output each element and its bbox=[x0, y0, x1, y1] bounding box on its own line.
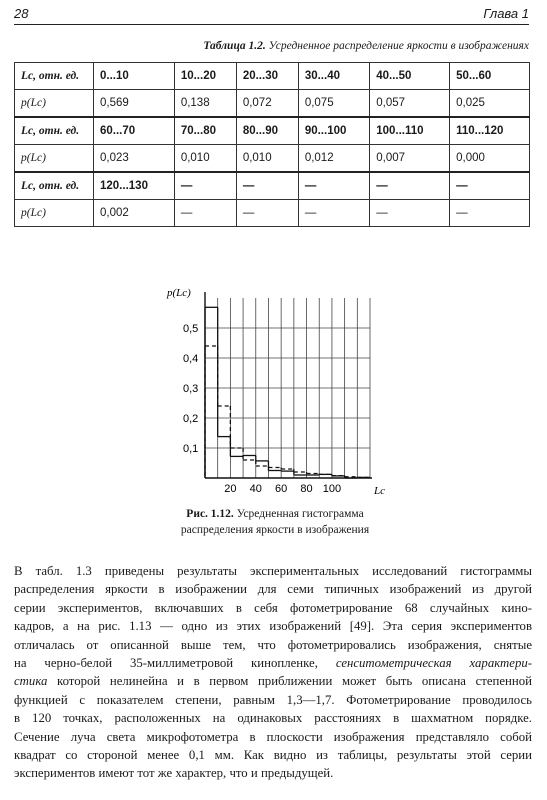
figure-caption-line1: Усредненная гистограмма bbox=[236, 508, 364, 520]
table-row-ranges bbox=[15, 172, 530, 200]
table-caption-text: Усредненное распределение яркости в изображениях bbox=[268, 40, 529, 52]
body-line: В табл. 1.3 приведены результаты экспериментальных исследований гистограммы bbox=[14, 564, 532, 578]
chapter-title: Глава 1 bbox=[483, 6, 529, 21]
range-cell: — bbox=[370, 172, 450, 200]
page-number: 28 bbox=[14, 6, 29, 21]
probability-cell: — bbox=[236, 200, 298, 227]
probability-cell: 0,072 bbox=[236, 90, 298, 118]
header-rule bbox=[14, 24, 529, 25]
y-tick-label: 0,5 bbox=[183, 323, 199, 335]
range-cell: 60...70 bbox=[94, 117, 175, 145]
probability-cell: 0,138 bbox=[174, 90, 236, 118]
x-tick-label: 40 bbox=[249, 483, 262, 495]
body-line-italic: стика bbox=[14, 674, 48, 689]
y-axis-label: p(Lс) bbox=[167, 287, 191, 299]
range-cell: 0...10 bbox=[94, 63, 175, 90]
range-cell: 30...40 bbox=[298, 63, 369, 90]
range-cell: 50...60 bbox=[450, 63, 530, 90]
figure-caption bbox=[120, 506, 430, 538]
y-tick-label: 0,3 bbox=[183, 383, 199, 395]
histogram-figure bbox=[150, 280, 390, 510]
y-tick-label: 0,2 bbox=[183, 413, 199, 425]
table-row-probabilities bbox=[15, 200, 530, 227]
range-cell: — bbox=[236, 172, 298, 200]
range-cell: 120...130 bbox=[94, 172, 175, 200]
body-line: Сечение луча света микрофотометра в плоскости изображения представляло собой bbox=[14, 729, 532, 744]
range-cell: 100...110 bbox=[370, 117, 450, 145]
probability-cell: 0,010 bbox=[174, 145, 236, 173]
probability-cell: — bbox=[298, 200, 369, 227]
body-line-part: на черно-белой 35-миллиметровой кинопленке, bbox=[14, 656, 318, 671]
table-row-ranges bbox=[15, 63, 530, 90]
probability-cell: 0,075 bbox=[298, 90, 369, 118]
probability-cell: 0,000 bbox=[450, 145, 530, 173]
row-label-probability: p(Lс) bbox=[15, 145, 94, 173]
body-line: квадрат со стороной менее 0,1 мм. Как видно из таблицы, результаты этой серии bbox=[14, 748, 532, 763]
body-line: отличалась от описанной выше тем, что фотометрировались изображения, снятые bbox=[14, 637, 532, 652]
histogram-chart bbox=[150, 280, 390, 510]
running-head bbox=[14, 6, 529, 22]
row-label-probability: p(Lс) bbox=[15, 90, 94, 118]
probability-cell: 0,010 bbox=[236, 145, 298, 173]
row-label-brightness: Lс, отн. ед. bbox=[15, 172, 94, 200]
probability-cell: 0,057 bbox=[370, 90, 450, 118]
x-tick-label: 60 bbox=[275, 483, 288, 495]
body-line: в 120 точках, расположенных на одинаковых расстояниях в шахматном порядке. bbox=[14, 711, 532, 726]
probability-cell: 0,569 bbox=[94, 90, 175, 118]
body-text bbox=[14, 562, 532, 783]
range-cell: 40...50 bbox=[370, 63, 450, 90]
x-tick-label: 80 bbox=[300, 483, 313, 495]
body-line-mixed bbox=[14, 672, 532, 690]
x-tick-label: 20 bbox=[224, 483, 237, 495]
y-tick-label: 0,4 bbox=[183, 353, 199, 365]
body-line: распределения яркости в изображении для семи типичных изображений из другой bbox=[14, 582, 532, 597]
body-line: функцией с показателем степени, равным 1,3—1,7. Фотометрирование проводилось bbox=[14, 692, 532, 707]
range-cell: 80...90 bbox=[236, 117, 298, 145]
probability-cell: 0,007 bbox=[370, 145, 450, 173]
range-cell: 110...120 bbox=[450, 117, 530, 145]
range-cell: — bbox=[298, 172, 369, 200]
range-cell: 20...30 bbox=[236, 63, 298, 90]
brightness-distribution-table bbox=[14, 62, 530, 227]
figure-label: Рис. 1.12. bbox=[186, 508, 234, 520]
table-row-ranges bbox=[15, 117, 530, 145]
table-row-probabilities bbox=[15, 145, 530, 173]
probability-cell: 0,012 bbox=[298, 145, 369, 173]
body-line-italic: сенситометрическая характери- bbox=[335, 656, 532, 671]
range-cell: 70...80 bbox=[174, 117, 236, 145]
row-label-probability: p(Lс) bbox=[15, 200, 94, 227]
table-caption bbox=[203, 40, 529, 52]
y-tick-label: 0,1 bbox=[183, 443, 199, 455]
probability-cell: 0,023 bbox=[94, 145, 175, 173]
table-caption-label: Таблица 1.2. bbox=[203, 40, 266, 52]
range-cell: 10...20 bbox=[174, 63, 236, 90]
body-line: кадров, а на рис. 1.13 — одно из этих изображений [49]. Эта серия экспериментов bbox=[14, 619, 532, 634]
range-cell: — bbox=[174, 172, 236, 200]
figure-caption-line2: распределения яркости в изображения bbox=[180, 524, 370, 536]
range-cell: — bbox=[450, 172, 530, 200]
body-line: экспериментов имеют тот же характер, что и предыдущей. bbox=[14, 766, 334, 781]
probability-cell: 0,002 bbox=[94, 200, 175, 227]
table-row-probabilities bbox=[15, 90, 530, 118]
range-cell: 90...100 bbox=[298, 117, 369, 145]
body-line-part: которой нелинейна и в первом приближении может быть описана степенной bbox=[57, 674, 532, 689]
probability-cell: — bbox=[450, 200, 530, 227]
row-label-brightness: Lс, отн. ед. bbox=[15, 63, 94, 90]
x-axis-label: Lс bbox=[374, 485, 385, 497]
row-label-brightness: Lс, отн. ед. bbox=[15, 117, 94, 145]
probability-cell: — bbox=[370, 200, 450, 227]
body-line-mixed bbox=[14, 654, 532, 672]
x-tick-label: 100 bbox=[322, 483, 342, 495]
probability-cell: 0,025 bbox=[450, 90, 530, 118]
probability-cell: — bbox=[174, 200, 236, 227]
body-line: серии экспериментов, включавших в себя фотометрирование 68 случайных кино- bbox=[14, 600, 532, 615]
